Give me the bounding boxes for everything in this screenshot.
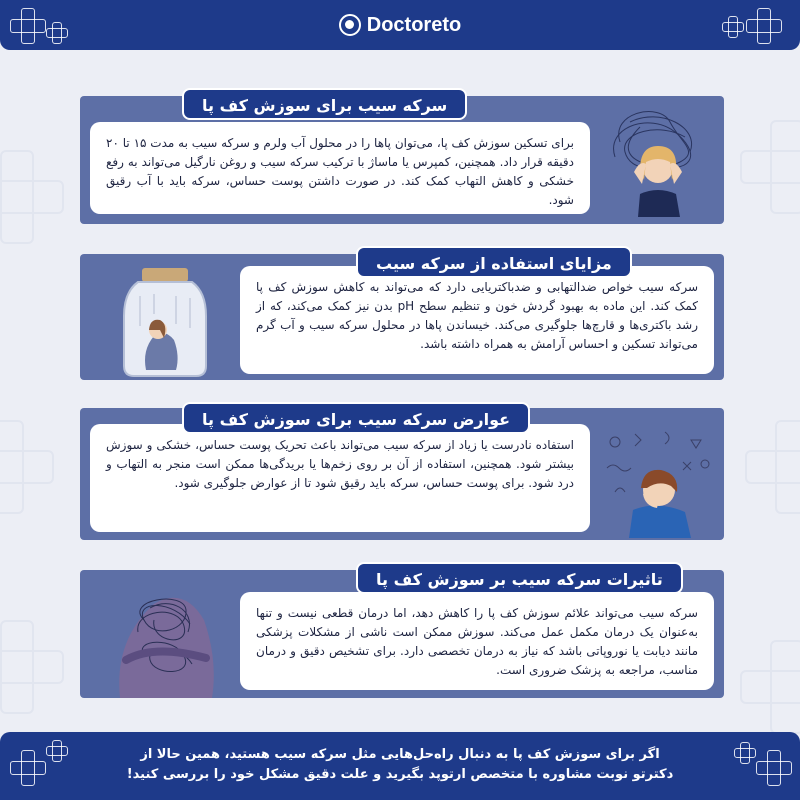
section-text: سرکه سیب خواص ضدالتهابی و ضدباکتریایی دارد که می‌تواند به کاهش سوزش کف پا کمک کند. این ماده به بهبود گردش خون و تنظیم سطح pH بدن نیز کمک می‌کند، که از رشد باکتری‌ها و قارچ‌ها جلوگیری می‌کند. خیساندن پاها در محلول سرکه سیب و آب گرم می‌تواند تسکین و احساس آرامش به همراه داشته باشد. bbox=[240, 266, 714, 374]
stressed-woman-scribble-illustration bbox=[600, 102, 716, 218]
woman-thoughts-illustration bbox=[595, 422, 719, 538]
section-text: استفاده نادرست یا زیاد از سرکه سیب می‌تواند باعث تحریک پوست حساس، خشکی و سوزش بیشتر شود. همچنین، استفاده از آن بر روی زخم‌ها یا بریدگی‌ها ممکن است منجر به التهاب و درد شود. برای پوست حساس، سرکه باید رقیق شود تا از عوارض جلوگیری شود. bbox=[90, 424, 590, 532]
section-title: تاثیرات سرکه سیب بر سوزش کف پا bbox=[356, 562, 683, 594]
brand-logo[interactable] bbox=[339, 14, 461, 37]
woman-in-jar-illustration bbox=[120, 266, 210, 378]
brand-name: Doctoreto bbox=[366, 13, 462, 36]
medical-cross-icon bbox=[46, 22, 66, 42]
background-cross-icon bbox=[745, 420, 800, 510]
medical-cross-icon bbox=[46, 740, 66, 760]
background-cross-icon bbox=[0, 150, 60, 240]
background-cross-icon bbox=[0, 420, 50, 510]
section-title: سرکه سیب برای سوزش کف پا bbox=[182, 88, 467, 120]
background-cross-icon bbox=[740, 640, 800, 730]
section-text: برای تسکین سوزش کف پا، می‌توان پاها را در محلول آب ولرم و سرکه سیب به مدت ۱۵ تا ۲۰ دقیقه قرار داد. همچنین، کمپرس یا ماساژ با ترکیب سرکه سیب و روغن نارگیل می‌تواند به رفع خشکی و کاهش التهاب کمک کند. در صورت داشتن پوست حساس، سرکه باید با آب رقیق شود. bbox=[90, 122, 590, 214]
medical-cross-icon bbox=[734, 742, 754, 762]
footer-line: دکترتو نوبت مشاوره با متخصص ارتوپد بگیرید و علت دقیق مشکل خود را بررسی کنید! bbox=[126, 767, 674, 782]
header-bar bbox=[0, 0, 800, 50]
section-title: مزایای استفاده از سرکه سیب bbox=[356, 246, 632, 278]
section-card bbox=[80, 408, 724, 540]
medical-cross-icon bbox=[10, 750, 44, 784]
background-cross-icon bbox=[0, 620, 60, 710]
medical-cross-icon bbox=[722, 16, 742, 36]
medical-cross-icon bbox=[746, 8, 780, 42]
logo-icon bbox=[339, 14, 361, 36]
section-text: سرکه سیب می‌تواند علائم سوزش کف پا را کاهش دهد، اما درمان قطعی نیست و تنها به‌عنوان یک درمان مکمل عمل می‌کند. سوزش ممکن است ناشی از مشکلات پزشکی مانند دیابت یا نوروپاتی باشد که نیاز به درمان تخصصی دارد. برای تشخیص دقیق و درمان مناسب، مراجعه به پزشک ضروری است. bbox=[240, 592, 714, 690]
footer-bar bbox=[0, 732, 800, 800]
medical-cross-icon bbox=[10, 8, 44, 42]
section-title: عوارض سرکه سیب برای سوزش کف پا bbox=[182, 402, 530, 434]
medical-cross-icon bbox=[756, 750, 790, 784]
section-card bbox=[80, 254, 724, 380]
section-card bbox=[80, 570, 724, 698]
self-hug-scribble-illustration bbox=[114, 580, 218, 698]
section-card bbox=[80, 96, 724, 224]
footer-line: اگر برای سوزش کف پا به دنبال راه‌حل‌هایی مثل سرکه سیب هستید، همین حالا از bbox=[140, 747, 660, 762]
background-cross-icon bbox=[740, 120, 800, 210]
